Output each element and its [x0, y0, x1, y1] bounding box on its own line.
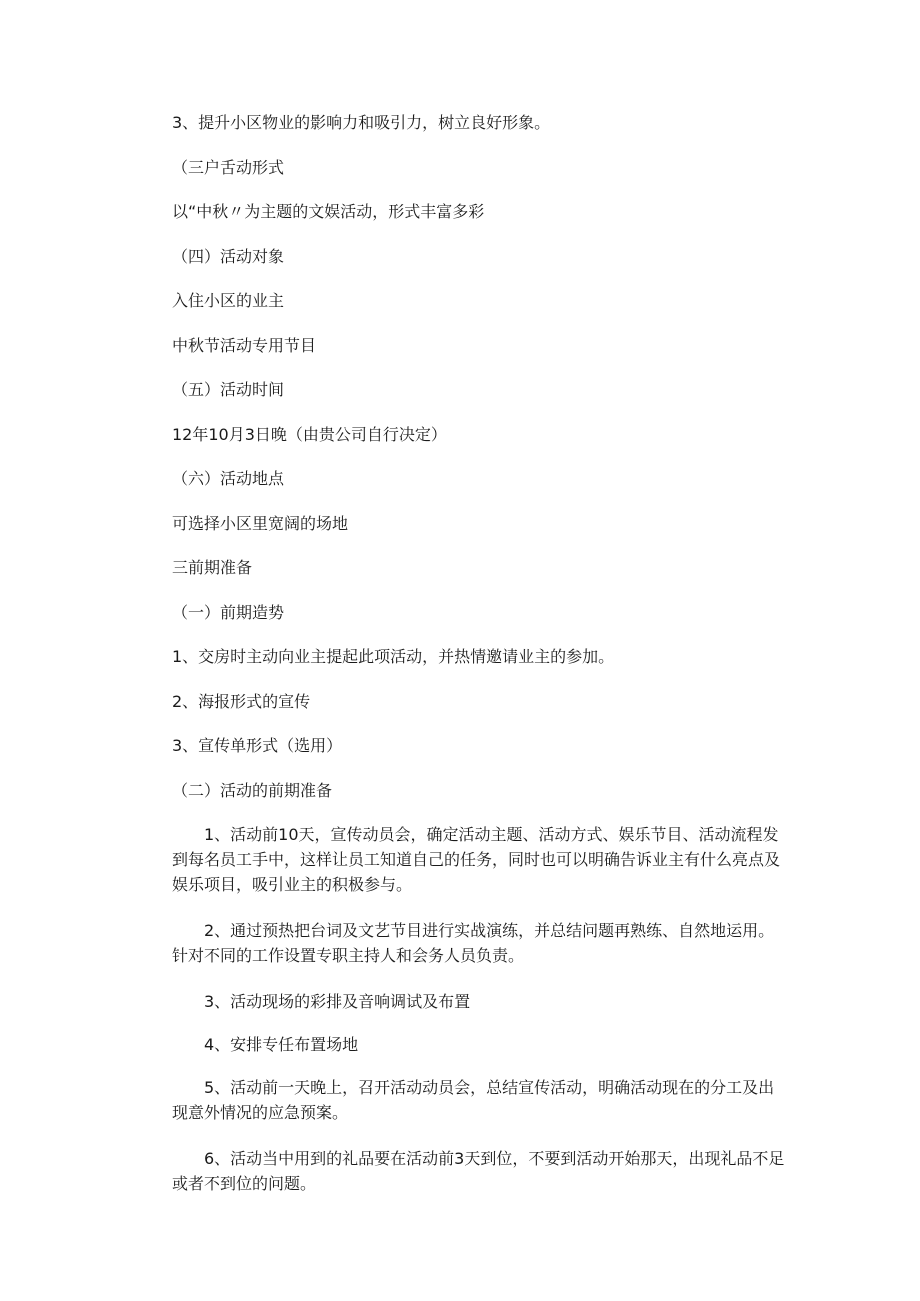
text-line: 12年10月3日晚（由贵公司自行决定） — [172, 425, 447, 444]
text-line: （六）活动地点 — [172, 469, 285, 488]
text-line: 3、提升小区物业的影响力和吸引力，树立良好形象。 — [172, 113, 551, 132]
text-line: 入住小区的业主 — [172, 291, 285, 310]
text-line: （一）前期造势 — [172, 603, 285, 622]
paragraph: 3、活动现场的彩排及音响调试及布置 — [204, 992, 471, 1011]
paragraph: 1、活动前10天，宣传动员会，确定活动主题、活动方式、娱乐节目、活动流程发到每名员工手中，这样让员工知道自己的任务，同时也可以明确告诉业主有什么亮点及娱乐项目，吸引业主的积极参与。 — [172, 825, 781, 894]
text-line: （二）活动的前期准备 — [172, 781, 333, 800]
text-line: （五）活动时间 — [172, 380, 285, 399]
text-line: 3、宣传单形式（选用） — [172, 736, 343, 755]
text-line: 可选择小区里宽阔的场地 — [172, 514, 349, 533]
text-line: （四）活动对象 — [172, 247, 285, 266]
paragraph: 6、活动当中用到的礼品要在活动前3天到位，不要到活动开始那天，出现礼品不足或者不到位的问题。 — [172, 1149, 785, 1193]
text-line: 1、交房时主动向业主提起此项活动，并热情邀请业主的参加。 — [172, 647, 615, 666]
text-line: 以“中秋〃为主题的文娱活动，形式丰富多彩 — [172, 202, 485, 221]
section-heading: 三前期准备 — [172, 558, 253, 577]
text-line: 2、海报形式的宣传 — [172, 692, 311, 711]
text-line: 中秋节活动专用节目 — [172, 336, 317, 355]
paragraph: 2、通过预热把台词及文艺节目进行实战演练，并总结问题再熟练、自然地运用。针对不同的工作设置专职主持人和会务人员负责。 — [172, 921, 775, 965]
text-line: （三户舌动形式 — [172, 158, 285, 177]
paragraph: 5、活动前一天晚上，召开活动动员会，总结宣传活动，明确活动现在的分工及出现意外情况的应急预案。 — [172, 1078, 775, 1122]
paragraph: 4、安排专任布置场地 — [204, 1035, 359, 1054]
